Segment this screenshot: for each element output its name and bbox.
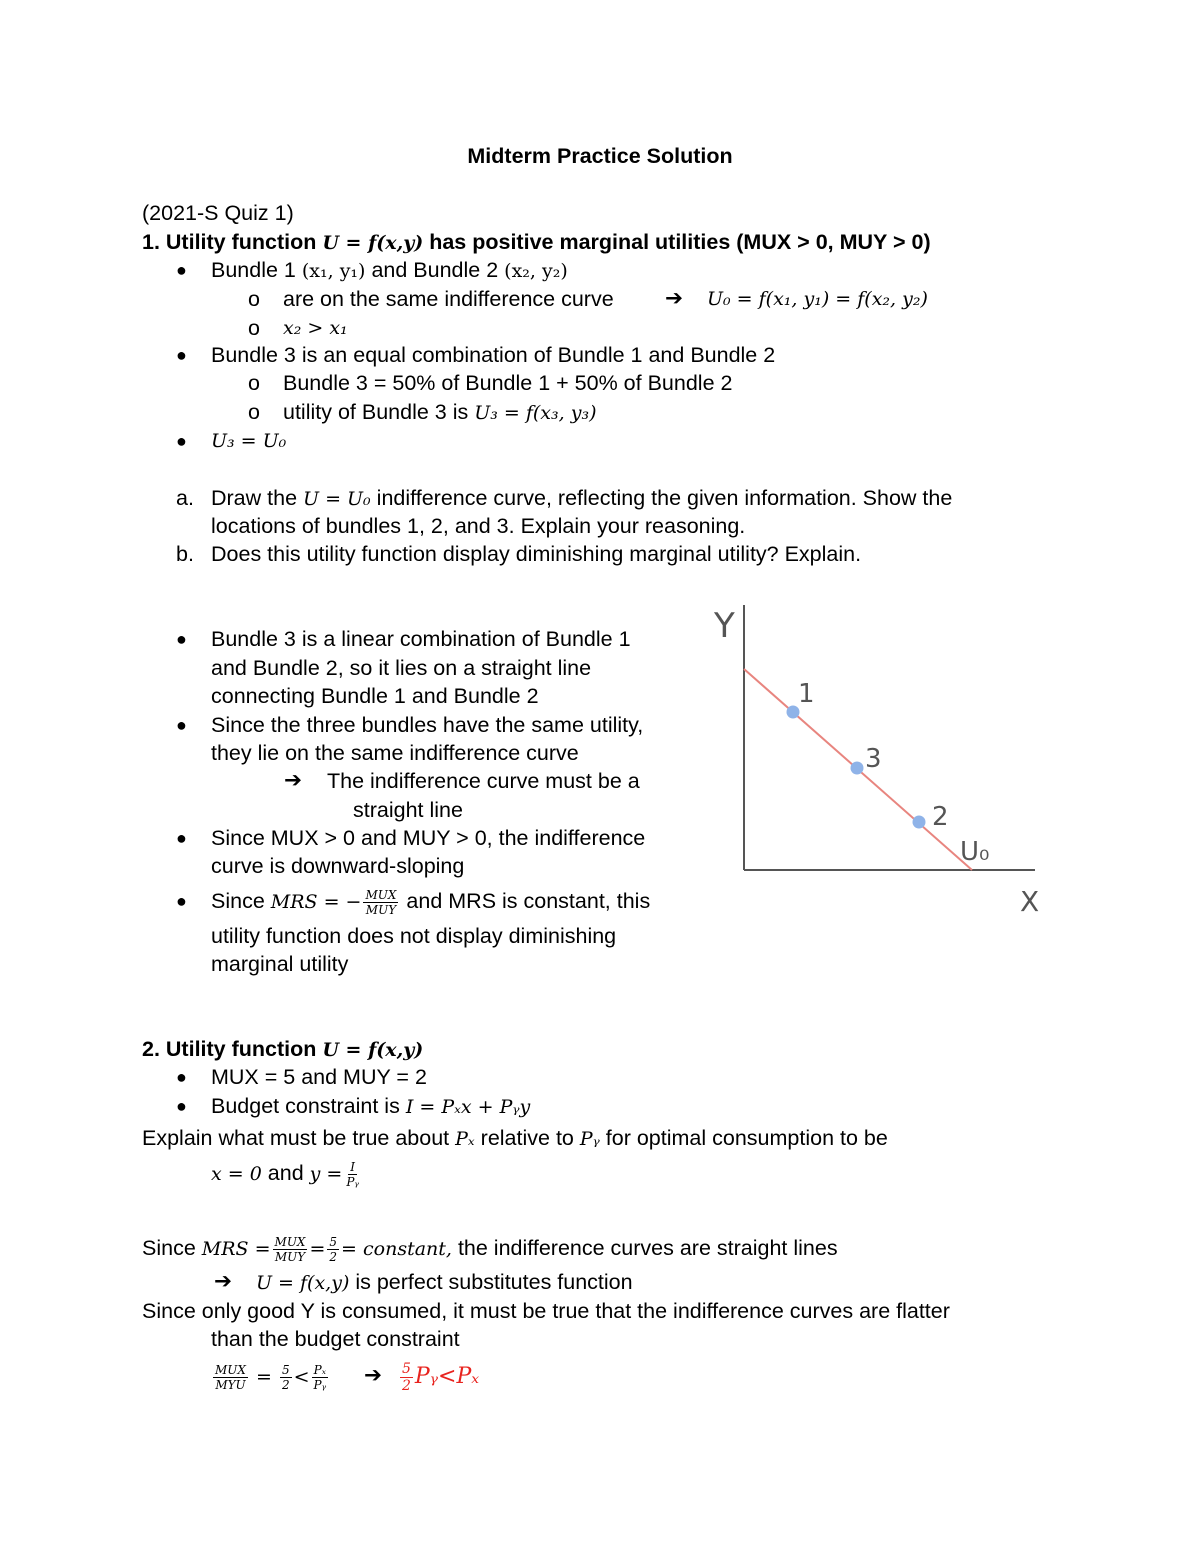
answer-2-line-2: they lie on the same indifference curve: [211, 741, 579, 765]
part-a-label: a.: [176, 486, 194, 510]
q2-explain-px: Pₓ: [455, 1128, 475, 1150]
q2-explain-1: Explain what must be true about: [142, 1126, 450, 1150]
mux-over-myu-fraction: [213, 1363, 248, 1392]
indifference-curve-graph: [700, 595, 1060, 925]
answer-4-post: and MRS is constant, this: [406, 889, 651, 913]
q2-mrs-label: MRS =: [201, 1238, 271, 1260]
answer-2-line-1: Since the three bundles have the same utility,: [211, 713, 644, 737]
fraction-denominator: MUY: [274, 1249, 306, 1264]
bundle-3-label: 3: [865, 744, 882, 774]
q2-inequality-line: $\frac{\text{MUX}}{\text{MYU}}$ = $\frac{5}{2}$ < $\frac{\text{Pₓ}}{\text{Pᵧ}}$: [215, 1362, 327, 1392]
part-a-line-1: [211, 484, 952, 513]
q2-explain-2: relative to: [480, 1126, 574, 1150]
fraction-numerator: 5: [402, 1360, 411, 1377]
bullet-icon: ●: [176, 431, 187, 451]
q1-bullet-1: [211, 256, 568, 285]
part-a-text-2: indifference curve, reflecting the given information. Show the: [376, 486, 953, 510]
bullet-icon: ●: [176, 260, 187, 280]
bundle-1-label: 1: [798, 679, 815, 709]
part-a-text-1: Draw the: [211, 486, 298, 510]
answer-4-mrs: MRS = −: [270, 891, 362, 913]
q2-bullet-2: [211, 1092, 530, 1121]
answer-4-line-3: marginal utility: [211, 952, 349, 976]
fraction-denominator: MYU: [215, 1377, 246, 1392]
five-over-two-fraction: [327, 1235, 339, 1264]
bullet-icon: ●: [176, 629, 187, 649]
q2-final-inequality: [398, 1356, 479, 1397]
q2-cond-y: y =: [309, 1163, 343, 1185]
sub-bullet-icon: o: [248, 287, 260, 311]
fraction-numerator: Pₓ: [313, 1362, 326, 1377]
answer-4-pre: Since: [211, 889, 265, 913]
q1-b2-sub2-math: U₃ = f(x₃, y₃): [474, 402, 597, 424]
q1-bullet-2: Bundle 3 is an equal combination of Bundle 1 and Bundle 2: [211, 343, 776, 367]
bullet-icon: ●: [176, 891, 187, 911]
mux-over-muy-fraction: [363, 888, 398, 917]
q2-constant: = constant,: [341, 1238, 452, 1260]
arrow-right-icon: ➔: [214, 1269, 233, 1294]
answer-1-line-2: and Bundle 2, so it lies on a straight line: [211, 656, 592, 680]
five-over-two-fraction: [280, 1363, 292, 1392]
bullet-icon: ●: [176, 345, 187, 365]
final-px: Pₓ: [456, 1364, 480, 1389]
q2-cond-x: x = 0: [211, 1163, 262, 1185]
source-tag: (2021-S Quiz 1): [142, 201, 294, 225]
i-over-py-fraction: [344, 1160, 361, 1189]
q2-condition-line: [211, 1152, 363, 1195]
q2-explain-py: Pᵧ: [579, 1128, 600, 1150]
fraction-denominator: Pᵧ: [313, 1377, 327, 1392]
question-2-heading: [142, 1035, 423, 1064]
q2-b2-math: I = Pₓx + Pᵧy: [405, 1096, 531, 1118]
q2-explain-3: for optimal consumption to be: [605, 1126, 888, 1150]
final-py: Pᵧ: [414, 1364, 439, 1389]
q2-since-1-line: Since MRS = $\frac{\text{MUX}}{\text{MUY}}$ = $\frac{5}{2}$ = constant, the indifference curves are straight lines: [142, 1234, 838, 1264]
part-a-math: U = U₀: [303, 488, 371, 510]
q2-perfect-text: is perfect substitutes function: [355, 1270, 633, 1294]
q1-heading-prefix: 1. Utility function: [142, 230, 317, 254]
u0-curve-label: U₀: [960, 837, 990, 867]
fraction-denominator: 2: [281, 1377, 290, 1392]
answer-2-line-4: straight line: [353, 798, 463, 822]
fraction-denominator: 2: [402, 1377, 411, 1394]
q1-b1-math-b: (x₂, y₂): [504, 260, 568, 282]
answer-3-line-2: curve is downward-sloping: [211, 854, 465, 878]
q2-since1-pre: Since: [142, 1236, 196, 1260]
q1-heading-suffix: has positive marginal utilities (MUX > 0, MUY > 0): [429, 230, 931, 254]
red-five-over-two-fraction: [400, 1361, 413, 1394]
sub-bullet-icon: o: [248, 371, 260, 395]
arrow-right-icon: ➔: [364, 1363, 383, 1388]
fraction-denominator: 2: [329, 1249, 338, 1264]
part-b-label: b.: [176, 542, 194, 566]
q2-heading-formula: U = f(x,y): [322, 1039, 424, 1061]
q1-b1-sub1-math: U₀ = f(x₁, y₁) = f(x₂, y₂): [707, 288, 928, 310]
q1-b2-sub-1: Bundle 3 = 50% of Bundle 1 + 50% of Bundle 2: [283, 371, 733, 395]
bullet-icon: ●: [176, 1096, 187, 1116]
q1-b1-text-a: Bundle 1: [211, 258, 296, 282]
q1-b1-sub1-text: are on the same indifference curve: [283, 287, 614, 311]
q1-heading-formula: U = f(x,y): [322, 232, 424, 254]
q1-b1-sub2-math: x₂ > x₁: [283, 317, 348, 339]
arrow-right-icon: ➔: [284, 768, 303, 793]
q2-bullet-1: MUX = 5 and MUY = 2: [211, 1065, 427, 1089]
fraction-numerator: I: [350, 1159, 356, 1174]
fraction-numerator: 5: [281, 1362, 290, 1377]
q1-b1-sub-1: [283, 285, 614, 313]
q1-b2-sub-2: [283, 398, 596, 427]
sub-bullet-icon: o: [248, 316, 260, 340]
fraction-numerator: MUX: [274, 1234, 306, 1249]
question-1-heading: [142, 228, 931, 257]
px-over-py-fraction: [312, 1363, 329, 1392]
q2-since1-post: the indifference curves are straight lines: [457, 1236, 838, 1260]
q2-since-2-line-1: Since only good Y is consumed, it must be true that the indifference curves are flatter: [142, 1299, 950, 1323]
q1-bullet-3: U₃ = U₀: [211, 430, 287, 452]
fraction-denominator: Pᵧ: [346, 1174, 359, 1189]
sub-bullet-icon: o: [248, 400, 260, 424]
fraction-denominator: MUY: [365, 902, 397, 917]
y-axis-label: Y: [714, 606, 735, 646]
answer-2-line-3: The indifference curve must be a: [327, 769, 640, 793]
bundle-2-point: [913, 816, 926, 829]
answer-4-line-1: [211, 881, 650, 922]
bullet-icon: ●: [176, 715, 187, 735]
bullet-icon: ●: [176, 1067, 187, 1087]
q2-explain-line: [142, 1124, 888, 1153]
mux-over-muy-fraction: [273, 1235, 308, 1264]
part-a-line-2: locations of bundles 1, 2, and 3. Explain your reasoning.: [211, 514, 746, 538]
fraction-numerator: MUX: [215, 1362, 246, 1377]
page-title: Midterm Practice Solution: [467, 144, 733, 168]
fraction-numerator: 5: [329, 1234, 338, 1249]
q2-heading-prefix: 2. Utility function: [142, 1037, 317, 1061]
q2-b2-text: Budget constraint is: [211, 1094, 400, 1118]
q2-cond-and: and: [267, 1161, 304, 1185]
x-axis-label: X: [1020, 885, 1040, 918]
q2-perfect-math: U = f(x,y): [256, 1272, 350, 1294]
q1-b1-text-b: and Bundle 2: [371, 258, 499, 282]
q2-since-2-line-2: than the budget constraint: [211, 1327, 460, 1351]
answer-1-line-3: connecting Bundle 1 and Bundle 2: [211, 684, 539, 708]
q1-b1-math-a: (x₁, y₁): [301, 260, 366, 282]
part-b-text: Does this utility function display diminishing marginal utility? Explain.: [211, 542, 862, 566]
bullet-icon: ●: [176, 828, 187, 848]
answer-1-line-1: Bundle 3 is a linear combination of Bundle 1: [211, 627, 631, 651]
answer-4-line-2: utility function does not display diminishing: [211, 924, 617, 948]
q2-perfect-line: [256, 1268, 633, 1297]
q1-b2-sub2-text: utility of Bundle 3 is: [283, 400, 469, 424]
fraction-numerator: MUX: [365, 887, 397, 902]
arrow-right-icon: ➔: [665, 286, 684, 311]
bundle-3-point: [851, 762, 864, 775]
answer-3-line-1: Since MUX > 0 and MUY > 0, the indifference: [211, 826, 646, 850]
final-less-than: <: [438, 1364, 457, 1389]
bundle-2-label: 2: [932, 802, 949, 832]
